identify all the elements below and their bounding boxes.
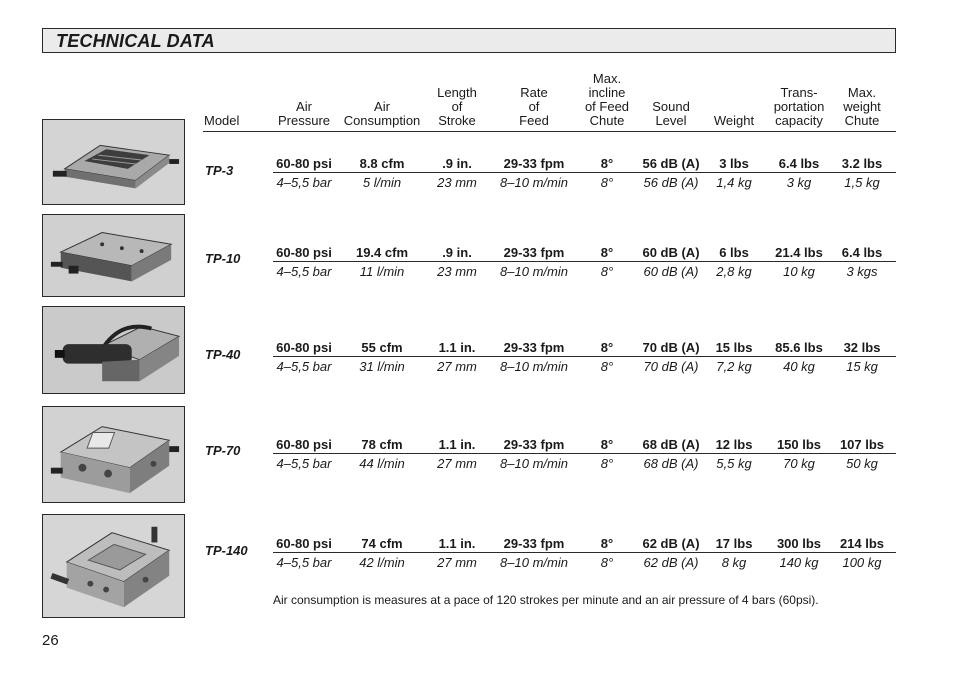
row-divider bbox=[273, 172, 896, 173]
metric-value-air-pressure: 4–5,5 bar bbox=[276, 175, 332, 190]
column-header-sound-level bbox=[639, 68, 703, 128]
imperial-value-max-incline: 8° bbox=[600, 437, 614, 452]
metric-value-weight: 5,5 kg bbox=[716, 456, 752, 471]
imperial-value-air-consumption: 74 cfm bbox=[361, 536, 403, 551]
imperial-value-sound-level: 70 dB (A) bbox=[642, 340, 700, 355]
column-header-line: Feed bbox=[519, 113, 549, 128]
page-title: TECHNICAL DATA bbox=[56, 31, 215, 51]
imperial-value-length-of-stroke: 1.1 in. bbox=[438, 340, 476, 355]
imperial-value-length-of-stroke: 1.1 in. bbox=[438, 437, 476, 452]
metric-value-transportation-capacity: 140 kg bbox=[779, 555, 819, 570]
metric-value-transportation-capacity: 10 kg bbox=[783, 264, 815, 279]
imperial-value-sound-level: 56 dB (A) bbox=[642, 156, 700, 171]
imperial-value-rate-of-feed: 29-33 fpm bbox=[503, 156, 565, 171]
product-photo-tp-10 bbox=[42, 214, 185, 297]
metric-value-max-incline: 8° bbox=[600, 555, 614, 570]
metric-value-air-pressure: 4–5,5 bar bbox=[276, 456, 332, 471]
metric-value-length-of-stroke: 27 mm bbox=[437, 555, 477, 570]
model-name: TP-3 bbox=[205, 163, 234, 178]
column-header-line: Model bbox=[204, 113, 240, 128]
imperial-value-rate-of-feed: 29-33 fpm bbox=[503, 536, 565, 551]
metric-value-rate-of-feed: 8–10 m/min bbox=[500, 555, 568, 570]
column-header-line: Air bbox=[374, 99, 390, 114]
metric-value-weight: 8 kg bbox=[721, 555, 747, 570]
row-divider bbox=[273, 453, 896, 454]
column-header-max-incline bbox=[577, 68, 637, 128]
imperial-value-length-of-stroke: .9 in. bbox=[442, 156, 472, 171]
imperial-value-transportation-capacity: 150 lbs bbox=[776, 437, 822, 452]
page-number: 26 bbox=[42, 632, 59, 649]
column-header-line: Trans- bbox=[780, 85, 818, 100]
imperial-value-weight: 3 lbs bbox=[719, 156, 749, 171]
metric-value-weight: 1,4 kg bbox=[716, 175, 752, 190]
imperial-value-max-incline: 8° bbox=[600, 156, 614, 171]
column-header-line: Rate bbox=[520, 85, 548, 100]
imperial-value-max-incline: 8° bbox=[600, 340, 614, 355]
model-name: TP-140 bbox=[205, 543, 248, 558]
metric-value-air-consumption: 5 l/min bbox=[362, 175, 402, 190]
footnote: Air consumption is measures at a pace of 120 strokes per minute and an air pressure of 4 bars (60psi). bbox=[273, 593, 819, 607]
metric-value-rate-of-feed: 8–10 m/min bbox=[500, 359, 568, 374]
column-header-line: Stroke bbox=[438, 113, 476, 128]
imperial-value-sound-level: 60 dB (A) bbox=[642, 245, 700, 260]
metric-value-max-weight-chute: 15 kg bbox=[846, 359, 878, 374]
model-name: TP-70 bbox=[205, 443, 241, 458]
column-header-line: Max. bbox=[847, 85, 877, 100]
imperial-value-transportation-capacity: 6.4 lbs bbox=[778, 156, 820, 171]
imperial-value-weight: 6 lbs bbox=[719, 245, 749, 260]
metric-value-weight: 2,8 kg bbox=[716, 264, 752, 279]
column-header-air-consumption bbox=[339, 68, 425, 128]
imperial-value-transportation-capacity: 85.6 lbs bbox=[775, 340, 823, 355]
product-photo-tp-140 bbox=[42, 514, 185, 618]
column-header-line: of Feed bbox=[584, 99, 630, 114]
metric-value-max-incline: 8° bbox=[600, 456, 614, 471]
row-divider bbox=[273, 261, 896, 262]
metric-value-air-consumption: 11 l/min bbox=[359, 264, 405, 279]
metric-value-transportation-capacity: 70 kg bbox=[783, 456, 815, 471]
column-header-line: Pressure bbox=[277, 113, 331, 128]
column-header-model bbox=[204, 68, 264, 128]
metric-value-max-weight-chute: 3 kgs bbox=[846, 264, 878, 279]
product-photo-tp-3 bbox=[42, 119, 185, 205]
imperial-value-sound-level: 68 dB (A) bbox=[642, 437, 700, 452]
metric-value-sound-level: 60 dB (A) bbox=[643, 264, 699, 279]
metric-value-transportation-capacity: 3 kg bbox=[786, 175, 812, 190]
product-photo-tp-40 bbox=[42, 306, 185, 394]
metric-value-rate-of-feed: 8–10 m/min bbox=[500, 456, 568, 471]
imperial-value-air-pressure: 60-80 psi bbox=[276, 536, 332, 551]
row-divider bbox=[273, 356, 896, 357]
metric-value-length-of-stroke: 23 mm bbox=[437, 175, 477, 190]
imperial-value-sound-level: 62 dB (A) bbox=[642, 536, 700, 551]
metric-value-max-incline: 8° bbox=[600, 175, 614, 190]
imperial-value-rate-of-feed: 29-33 fpm bbox=[503, 340, 565, 355]
section-title-bar bbox=[42, 28, 896, 53]
metric-value-length-of-stroke: 27 mm bbox=[437, 456, 477, 471]
column-header-line: portation bbox=[773, 99, 825, 114]
column-header-weight bbox=[706, 68, 762, 128]
column-header-line: Chute bbox=[844, 113, 880, 128]
model-name: TP-10 bbox=[205, 251, 241, 266]
metric-value-max-weight-chute: 1,5 kg bbox=[844, 175, 880, 190]
model-name: TP-40 bbox=[205, 347, 241, 362]
column-header-length-of-stroke bbox=[427, 68, 487, 128]
imperial-value-air-consumption: 8.8 cfm bbox=[359, 156, 405, 171]
imperial-value-air-pressure: 60-80 psi bbox=[276, 245, 332, 260]
metric-value-air-pressure: 4–5,5 bar bbox=[276, 264, 332, 279]
column-header-line: Chute bbox=[589, 113, 625, 128]
imperial-value-air-consumption: 19.4 cfm bbox=[355, 245, 409, 260]
imperial-value-transportation-capacity: 21.4 lbs bbox=[775, 245, 823, 260]
imperial-value-weight: 12 lbs bbox=[715, 437, 753, 452]
column-header-line: of bbox=[451, 99, 463, 114]
imperial-value-max-weight-chute: 32 lbs bbox=[843, 340, 881, 355]
imperial-value-max-weight-chute: 107 lbs bbox=[839, 437, 885, 452]
metric-value-air-consumption: 44 l/min bbox=[359, 456, 405, 471]
metric-value-max-incline: 8° bbox=[600, 264, 614, 279]
column-header-line: Sound bbox=[652, 99, 690, 114]
column-header-air-pressure bbox=[269, 68, 339, 128]
metric-value-air-consumption: 31 l/min bbox=[359, 359, 405, 374]
column-header-line: Weight bbox=[713, 113, 755, 128]
column-header-line: capacity bbox=[775, 113, 823, 128]
imperial-value-max-incline: 8° bbox=[600, 245, 614, 260]
metric-value-sound-level: 68 dB (A) bbox=[643, 456, 699, 471]
metric-value-max-incline: 8° bbox=[600, 359, 614, 374]
imperial-value-rate-of-feed: 29-33 fpm bbox=[503, 245, 565, 260]
imperial-value-air-pressure: 60-80 psi bbox=[276, 156, 332, 171]
column-header-line: of bbox=[528, 99, 540, 114]
imperial-value-length-of-stroke: .9 in. bbox=[442, 245, 472, 260]
metric-value-length-of-stroke: 27 mm bbox=[437, 359, 477, 374]
metric-value-weight: 7,2 kg bbox=[716, 359, 752, 374]
imperial-value-air-pressure: 60-80 psi bbox=[276, 340, 332, 355]
metric-value-sound-level: 62 dB (A) bbox=[643, 555, 699, 570]
metric-value-max-weight-chute: 100 kg bbox=[842, 555, 882, 570]
header-divider bbox=[203, 131, 896, 132]
imperial-value-air-pressure: 60-80 psi bbox=[276, 437, 332, 452]
metric-value-transportation-capacity: 40 kg bbox=[783, 359, 815, 374]
metric-value-air-consumption: 42 l/min bbox=[359, 555, 405, 570]
imperial-value-weight: 17 lbs bbox=[715, 536, 753, 551]
column-header-line: Length bbox=[437, 85, 477, 100]
column-header-line: weight bbox=[843, 99, 881, 114]
column-header-max-weight-chute bbox=[832, 68, 892, 128]
row-divider bbox=[273, 552, 896, 553]
metric-value-rate-of-feed: 8–10 m/min bbox=[500, 175, 568, 190]
metric-value-sound-level: 70 dB (A) bbox=[643, 359, 699, 374]
column-header-line: Max. bbox=[592, 71, 622, 86]
imperial-value-max-weight-chute: 6.4 lbs bbox=[841, 245, 883, 260]
column-header-line: incline bbox=[588, 85, 626, 100]
metric-value-rate-of-feed: 8–10 m/min bbox=[500, 264, 568, 279]
metric-value-length-of-stroke: 23 mm bbox=[437, 264, 477, 279]
product-photo-tp-70 bbox=[42, 406, 185, 503]
imperial-value-max-weight-chute: 3.2 lbs bbox=[841, 156, 883, 171]
metric-value-sound-level: 56 dB (A) bbox=[643, 175, 699, 190]
imperial-value-transportation-capacity: 300 lbs bbox=[776, 536, 822, 551]
column-header-rate-of-feed bbox=[499, 68, 569, 128]
column-header-line: Air bbox=[296, 99, 312, 114]
metric-value-max-weight-chute: 50 kg bbox=[846, 456, 878, 471]
imperial-value-air-consumption: 55 cfm bbox=[361, 340, 403, 355]
column-header-transportation-capacity bbox=[767, 68, 831, 128]
imperial-value-max-incline: 8° bbox=[600, 536, 614, 551]
imperial-value-weight: 15 lbs bbox=[715, 340, 753, 355]
column-header-line: Level bbox=[655, 113, 687, 128]
metric-value-air-pressure: 4–5,5 bar bbox=[276, 359, 332, 374]
metric-value-air-pressure: 4–5,5 bar bbox=[276, 555, 332, 570]
imperial-value-air-consumption: 78 cfm bbox=[361, 437, 403, 452]
column-header-line: Consumption bbox=[343, 113, 421, 128]
imperial-value-rate-of-feed: 29-33 fpm bbox=[503, 437, 565, 452]
imperial-value-length-of-stroke: 1.1 in. bbox=[438, 536, 476, 551]
imperial-value-max-weight-chute: 214 lbs bbox=[839, 536, 885, 551]
